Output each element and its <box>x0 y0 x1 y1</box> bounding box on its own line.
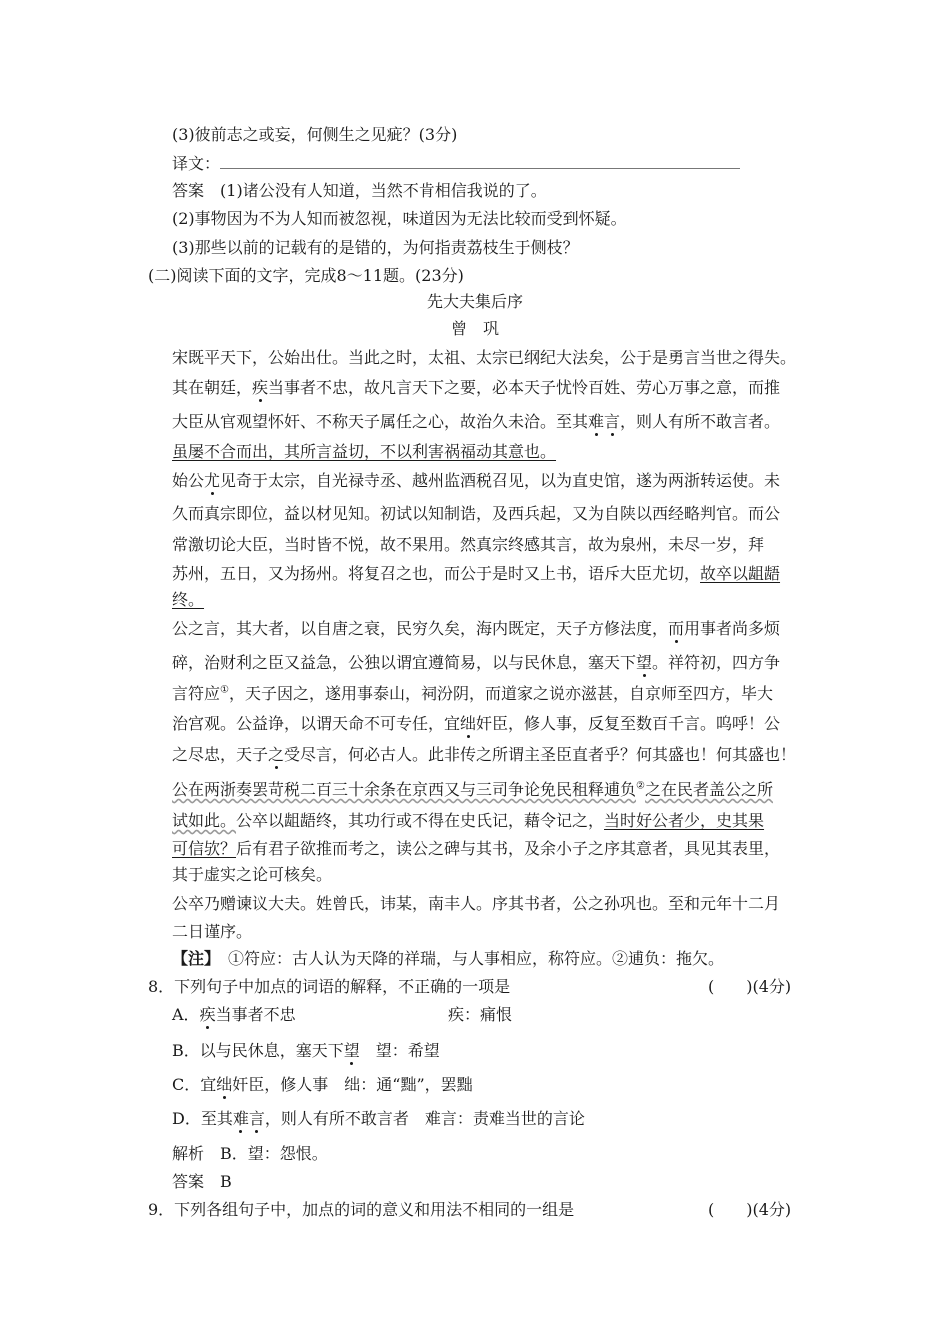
passage-line <box>172 683 773 705</box>
text-span: C．宜 <box>172 1075 217 1094</box>
text-span: ，则人有所不敢言者 <box>264 1109 409 1128</box>
score: (4分) <box>752 1200 792 1219</box>
text-span: ，则人有所不敢言者。 <box>620 412 781 431</box>
passage-author: 曾 巩 <box>450 319 499 338</box>
text-span: 苏州，五日，又为扬州。将复召之也，而公于是时又上书，语斥大臣尤切， <box>172 564 701 583</box>
dotted-word: 尤 <box>204 471 221 490</box>
text-span: 当事者不忠，故凡言天下之要，必本天子忧怜百姓、劳心万事之意，而推 <box>268 378 781 397</box>
underlined-sentence: 终。 <box>172 590 205 609</box>
text-span: 之尽忠，天子 <box>172 745 269 764</box>
text-span: 其在朝廷， <box>172 378 253 397</box>
wavy-underlined-text: 之在民者盖公之所 <box>644 780 773 799</box>
footnote-mark: ① <box>220 684 229 696</box>
text-span: 奸臣，修人事，反复至数百千言。呜呼！公 <box>476 714 781 733</box>
translation-line <box>172 153 740 175</box>
option-letter: A． <box>172 1005 200 1024</box>
note-label: 【注】 <box>172 949 213 968</box>
passage-line <box>172 810 764 832</box>
dotted-word: 望 <box>343 1041 360 1060</box>
wavy-underlined-text: 试如此。 <box>172 811 237 830</box>
answer-label: 答案 <box>172 1172 205 1191</box>
analysis-text: B．望：怨恨。 <box>220 1144 328 1163</box>
option-d[interactable] <box>172 1108 585 1130</box>
text-span: 言符应 <box>172 684 221 703</box>
section-heading: (二)阅读下面的文字，完成8～11题。(23分) <box>148 266 464 285</box>
underlined-sentence: 可信欤？ <box>172 839 237 858</box>
dotted-word: 之 <box>268 745 285 764</box>
answer-2: (2)事物因为不为人知而被忽视，味道因为无法比较而受到怀疑。 <box>172 209 627 228</box>
question-9-answer-slot[interactable] <box>708 1199 791 1221</box>
passage-line <box>172 563 780 585</box>
text-span: 奸臣，修人事 <box>232 1075 329 1094</box>
passage-line <box>172 411 780 433</box>
text-span: 大臣从官观望怀奸、不称天子属任之心，故治久未洽。至其 <box>172 412 589 431</box>
text-span: 见奇于太宗，自光禄寺丞、越州监酒税召见，以为直史馆，遂为两浙转运使。未 <box>220 471 781 490</box>
passage-line: 宋既平天下，公始出仕。当此之时，太祖、太宗已纲纪大法矣，公于是勇言当世之得失。 <box>172 348 797 367</box>
passage-line: 二日谨序。 <box>172 922 253 941</box>
text-span: 公之言，其大者，以自唐之衰，民穷久矣，海内既定，天子方修法度， <box>172 619 669 638</box>
dotted-word: 而 <box>668 619 685 638</box>
dotted-word: 疾 <box>199 1005 216 1024</box>
dotted-word: 绌 <box>216 1075 233 1094</box>
passage-line <box>172 652 780 674</box>
answer-3: (3)那些以前的记载有的是错的，为何指责荔枝生于侧枝？ <box>172 238 579 257</box>
answer-paren: ( ) <box>708 977 753 996</box>
option-a[interactable] <box>172 1004 296 1026</box>
analysis-label: 解析 <box>172 1144 205 1163</box>
passage-line: 其于虚实之论可核矣。 <box>172 865 333 884</box>
text-span: 碎，治财利之臣又益急，公独以谓宜遵简易，以与民休息，塞天下 <box>172 653 637 672</box>
text-span: 当事者不忠 <box>215 1005 296 1024</box>
text-span: 治宫观。公益诤，以谓天命不可专任，宜 <box>172 714 461 733</box>
passage-line <box>172 744 796 766</box>
option-gloss: 绌：通“黜”，罢黜 <box>344 1075 473 1094</box>
dotted-word: 疾 <box>252 378 269 397</box>
dotted-word: 难 <box>588 412 605 431</box>
passage-title: 先大夫集后序 <box>426 292 523 311</box>
text-span: B．以与民休息，塞天下 <box>172 1041 344 1060</box>
question-9-stem: 9．下列各组句子中，加点的词的意义和用法不相同的一组是 <box>148 1200 575 1219</box>
text-span: 始公 <box>172 471 205 490</box>
text-span: 用事者尚多烦 <box>684 619 781 638</box>
text-span: ，天子因之，遂用事泰山，祠汾阴，而道家之说亦滋甚，自京师至四方，毕大 <box>228 684 773 703</box>
dotted-word: 言 <box>248 1109 265 1128</box>
footnote-line <box>172 948 724 970</box>
text-span: 受尽言，何必古人。此非传之所谓主圣臣直者乎？何其盛也！何其盛也！ <box>284 745 797 764</box>
passage-line <box>172 618 780 640</box>
translation-blank[interactable] <box>220 153 740 169</box>
option-a-gloss: 疾：痛恨 <box>448 1005 513 1024</box>
option-gloss: 难言：责难当世的言论 <box>424 1109 585 1128</box>
note-text: ①符应：古人认为天降的祥瑞，与人事相应，称符应。②逋负：拖欠。 <box>228 949 725 968</box>
dotted-word: 绌 <box>460 714 477 733</box>
text-span: 。祥符初，四方争 <box>652 653 781 672</box>
answer-paren: ( ) <box>708 1200 753 1219</box>
underlined-sentence: 故卒以龃龉 <box>700 564 781 583</box>
translation-label: 译文： <box>172 154 221 173</box>
passage-line: 常激切论大臣，当时皆不悦，故不果用。然真宗终感其言，故为泉州，未尽一岁，拜 <box>172 535 765 554</box>
score: (4分) <box>752 977 792 996</box>
option-b[interactable] <box>172 1040 440 1062</box>
passage-line <box>172 713 780 735</box>
answer-label: 答案 <box>172 181 205 200</box>
underlined-sentence: 当时好公者少，史其果 <box>604 811 765 830</box>
passage-line <box>172 838 780 860</box>
wavy-underlined-text: 公在两浙奏罢苛税二百三十余条在京西又与三司争论免民租释逋负 <box>172 780 637 799</box>
underlined-sentence: 虽屡不合而出，其所言益切，不以利害祸福动其意也。 <box>172 442 557 461</box>
analysis-line <box>172 1143 328 1165</box>
dotted-word: 难 <box>232 1109 249 1128</box>
text-span: D．至其 <box>172 1109 233 1128</box>
question-8-answer-slot[interactable] <box>708 976 791 998</box>
passage-line: 久而真宗即位，益以材见知。初试以知制诰，及西兵起，又为自陕以西经略判官。而公 <box>172 504 781 523</box>
option-gloss: 望：希望 <box>375 1041 440 1060</box>
answer-1: (1)诸公没有人知道，当然不肯相信我说的了。 <box>220 181 547 200</box>
question-8-stem: 8．下列句子中加点的词语的解释，不正确的一项是 <box>148 977 511 996</box>
dotted-word: 言 <box>604 412 621 431</box>
footnote-mark: ② <box>636 780 645 792</box>
answer-line-1 <box>172 180 547 202</box>
dotted-word: 望 <box>636 653 653 672</box>
option-c[interactable] <box>172 1074 473 1096</box>
question-item-3: (3)彼前志之或妄，何侧生之见疵？(3分) <box>172 125 458 144</box>
passage-line <box>172 470 780 492</box>
passage-line <box>172 377 780 399</box>
text-span: 公卒以龃龉终，其功行或不得在史氏记，藉令记之， <box>236 811 605 830</box>
answer-line <box>172 1171 232 1193</box>
text-span: 后有君子欲推而考之，读公之碑与其书，及余小子之序其意者，具见其表里， <box>236 839 781 858</box>
passage-line: 公卒乃赠谏议大夫。姓曾氏，讳某，南丰人。序其书者，公之孙巩也。至和元年十二月 <box>172 894 781 913</box>
answer-value: B <box>220 1172 232 1191</box>
passage-line <box>172 779 773 801</box>
